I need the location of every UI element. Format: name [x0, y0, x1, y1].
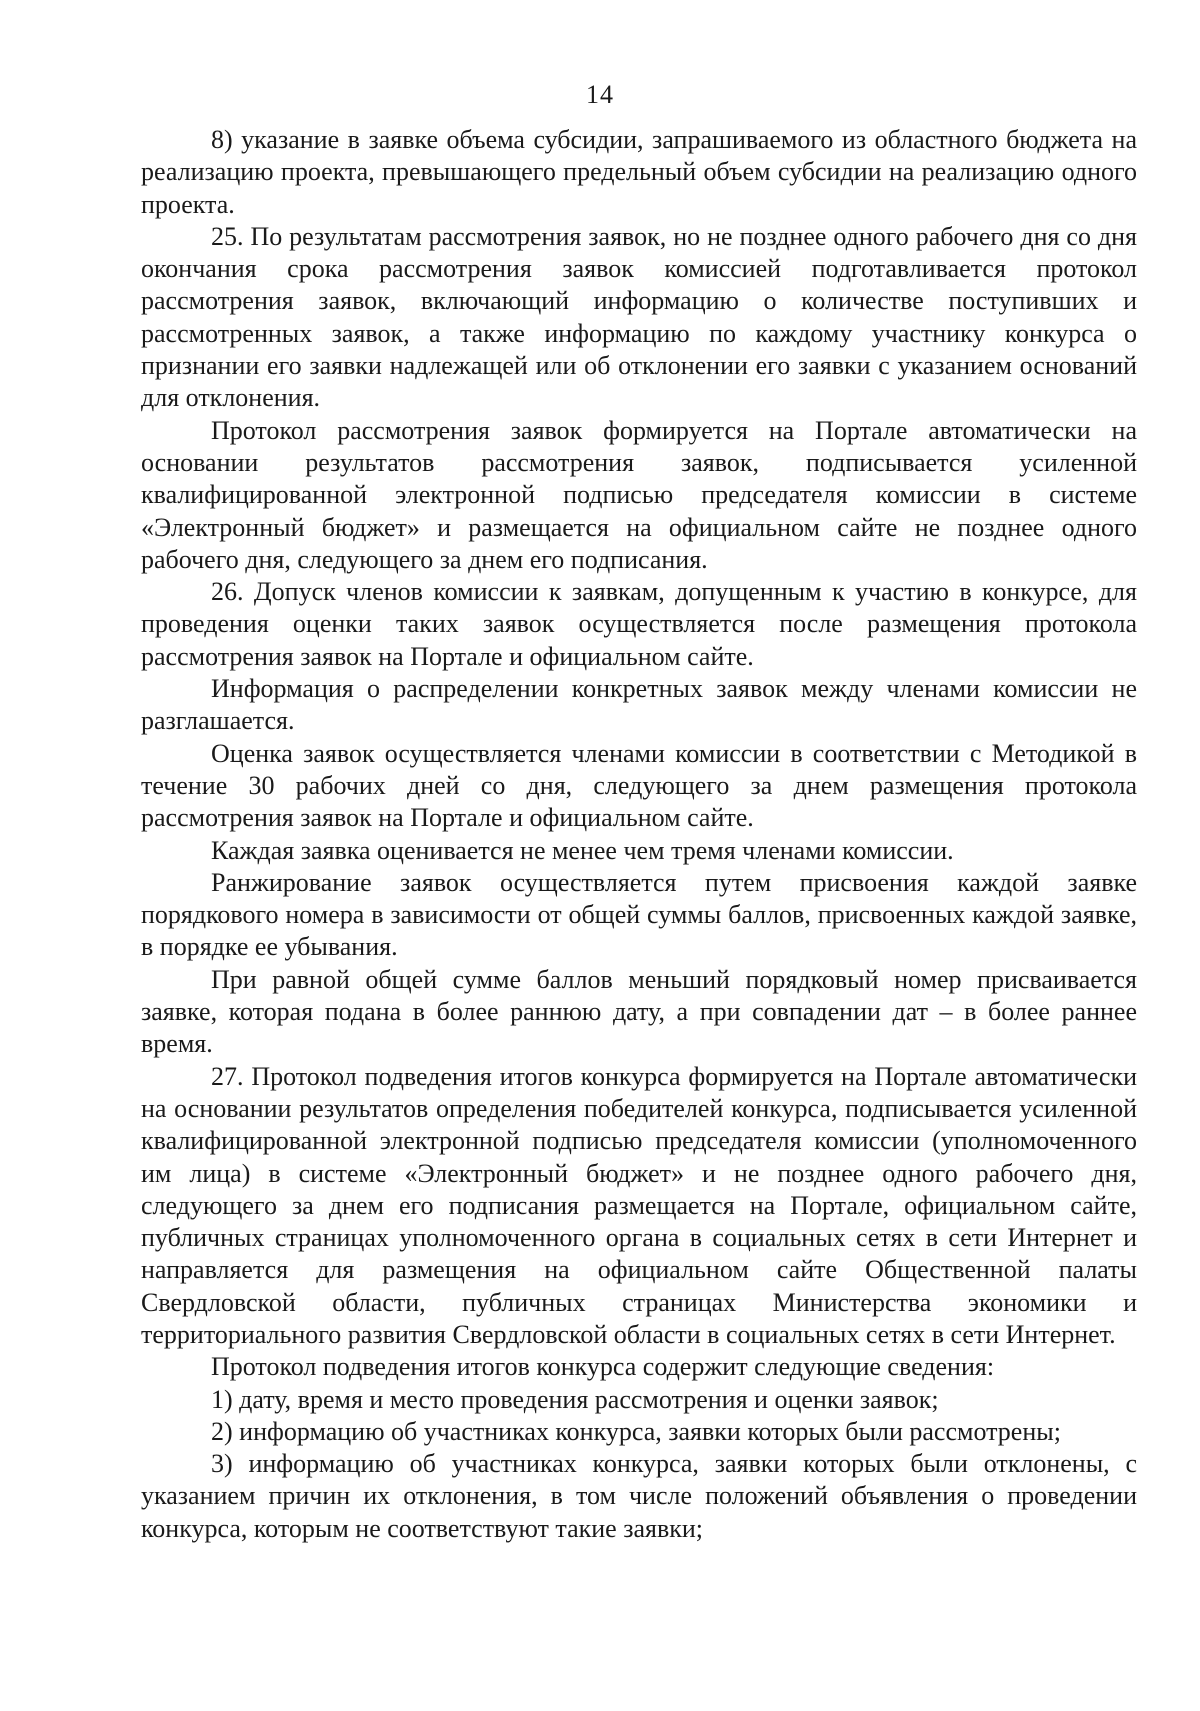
paragraph-26: 26. Допуск членов комиссии к заявкам, допущенным к участию в конкурсе, для проведения оценки таких заявок осуществляется после размещения протокола рассмотрения заявок на Портале и официальном сайте.	[141, 577, 1137, 671]
paragraph-evaluation: Оценка заявок осуществляется членами комиссии в соответствии с Методикой в течение 30 рабочих дней со дня, следующего за днем размещения протокола рассмотрения заявок на Портале и официальном сайте.	[141, 738, 1137, 833]
paragraph-three-members: Каждая заявка оценивается не менее чем тремя членами комиссии.	[211, 835, 954, 865]
paragraph-ranking: Ранжирование заявок осуществляется путем присвоения каждой заявке порядкового номера в зависимости от общей суммы баллов, присвоенных каждой заявке, в порядке ее убывания.	[141, 867, 1137, 962]
paragraph-equal-score: При равной общей сумме баллов меньший порядковый номер присваивается заявке, которая подана в более раннюю дату, а при совпадении дат – в более раннее время.	[141, 964, 1137, 1059]
paragraph-protocol-contents: Протокол подведения итогов конкурса содержит следующие сведения:	[211, 1352, 995, 1382]
paragraph-distribution-info: Информация о распределении конкретных заявок между членами комиссии не разглашается.	[141, 674, 1137, 736]
list-item-3: 3) информацию об участниках конкурса, заявки которых были отклонены, с указанием причин их отклонения, в том числе положений объявления о проведении конкурса, которым не соответствуют такие заявки;	[141, 1449, 1137, 1543]
list-item-1: 1) дату, время и место проведения рассмотрения и оценки заявок;	[211, 1384, 939, 1414]
paragraph-27: 27. Протокол подведения итогов конкурса формируется на Портале автоматически на основании результатов определения победителей конкурса, подписывается усиленной квалифицированной электронной подписью председателя комиссии (уполномоченного им лица) в системе «Электронный бюджет» и не позднее одного рабочего дня, следующего за днем его подписания размещается на Портале, официальном сайте, публичных страницах уполномоченного органа в социальных сетях в сети Интернет и направляется для размещения на официальном сайте Общественной палаты Свердловской области, публичных страницах Министерства экономики и территориального развития Свердловской области в социальных сетях в сети Интернет.	[141, 1061, 1137, 1349]
page-number: 14	[586, 80, 614, 109]
paragraph-protocol-review: Протокол рассмотрения заявок формируется на Портале автоматически на основании результатов рассмотрения заявок, подписывается усиленной квалифицированной электронной подписью председателя комиссии в системе «Электронный бюджет» и размещается на официальном сайте не позднее одного рабочего дня, следующего за днем его подписания.	[141, 415, 1137, 574]
paragraph-25: 25. По результатам рассмотрения заявок, но не позднее одного рабочего дня со дня окончания срока рассмотрения заявок комиссией подготавливается протокол рассмотрения заявок, включающий информацию о количестве поступивших и рассмотренных заявок, а также информацию по каждому участнику конкурса о признании его заявки надлежащей или об отклонении его заявки с указанием оснований для отклонения.	[141, 221, 1137, 413]
paragraph-item-8: 8) указание в заявке объема субсидии, запрашиваемого из областного бюджета на реализацию проекта, превышающего предельный объем субсидии на реализацию одного проекта.	[141, 125, 1137, 219]
document-body	[141, 124, 1137, 1545]
list-item-2: 2) информацию об участниках конкурса, заявки которых были рассмотрены;	[211, 1416, 1061, 1446]
